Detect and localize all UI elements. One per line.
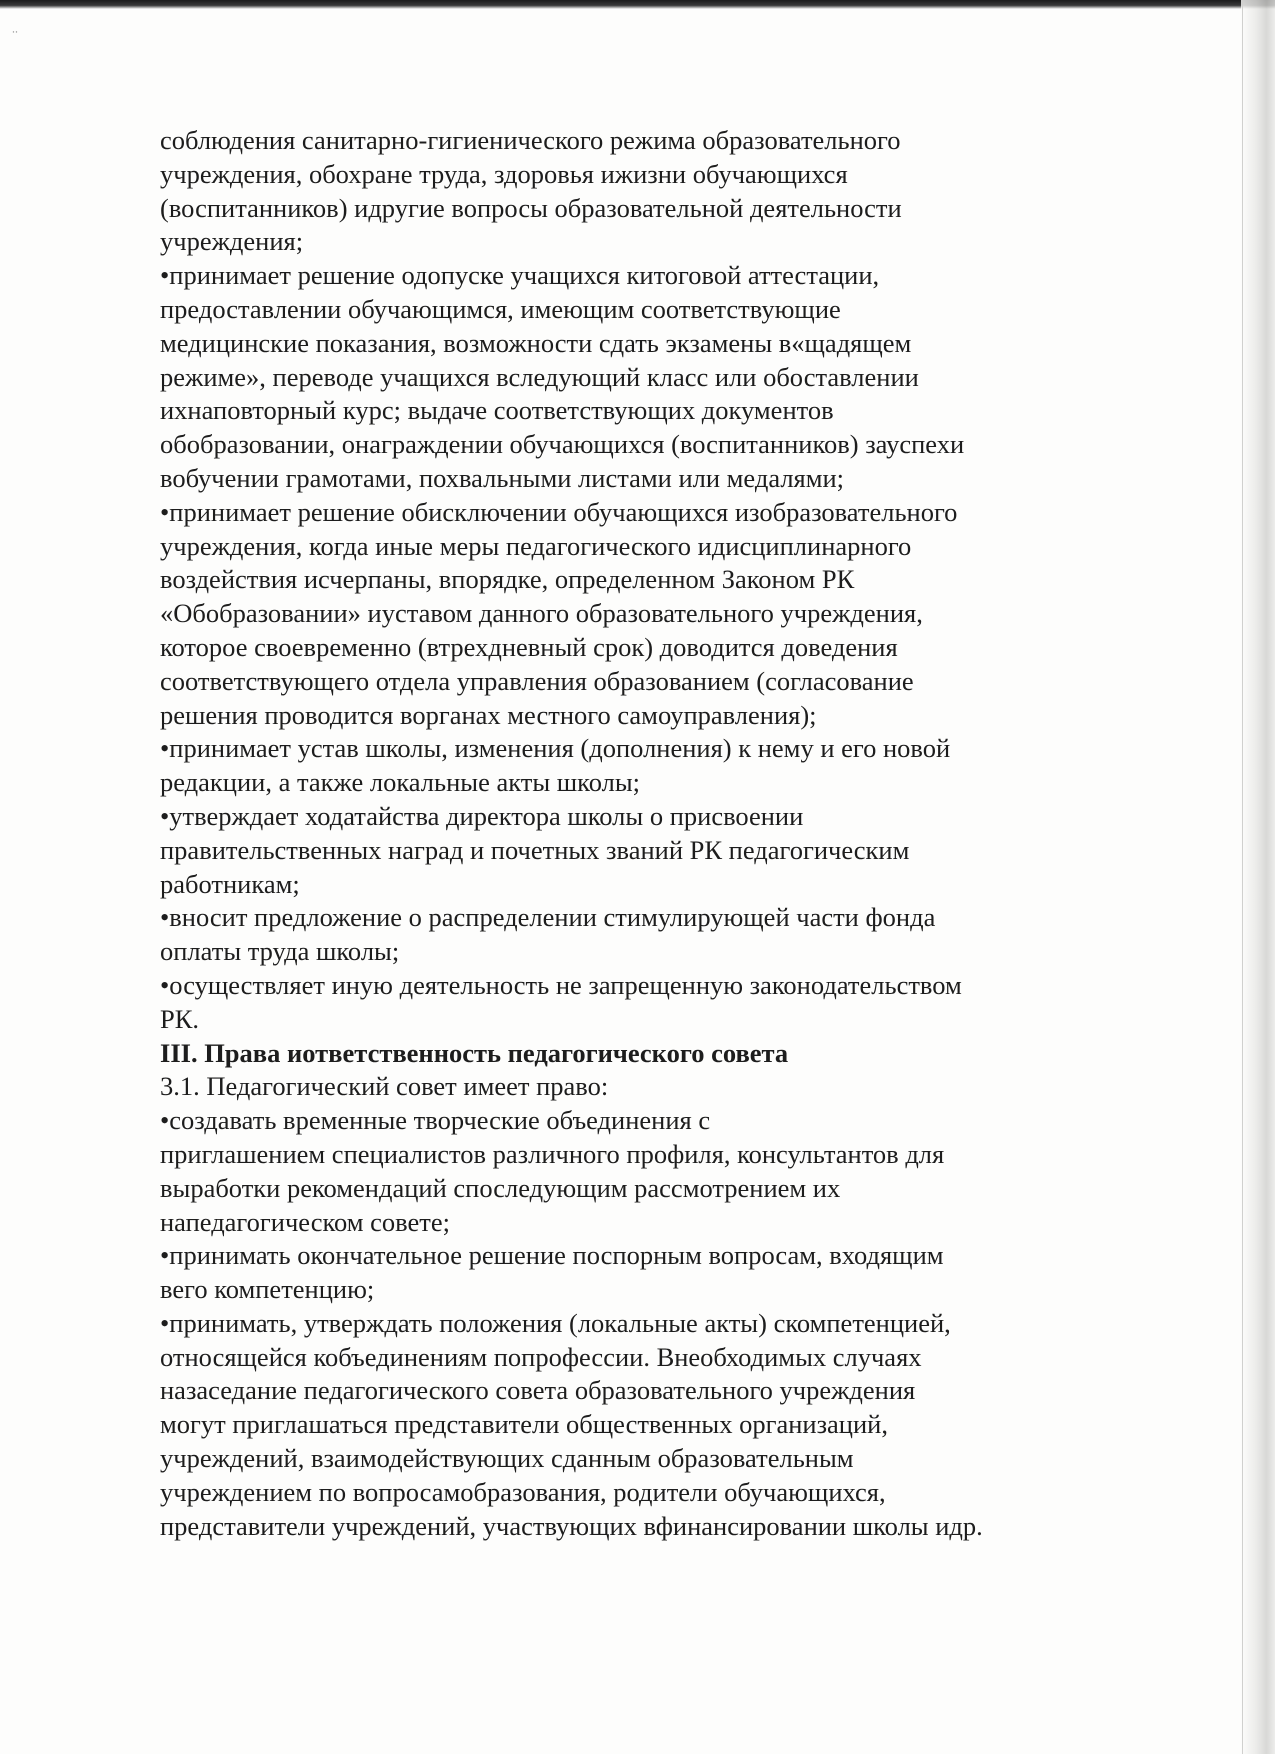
text-line: •осуществляет иную деятельность не запрещенную законодательством bbox=[160, 969, 962, 1000]
text-line: представители учреждений, участвующих вфинансировании школы идр. bbox=[160, 1510, 983, 1541]
text-line: режиме», переводе учащихся вследующий класс или обоставлении bbox=[160, 361, 919, 392]
text-line: которое своевременно (втрехдневный срок) доводится доведения bbox=[160, 631, 898, 662]
text-line: учреждения, когда иные меры педагогического идисциплинарного bbox=[160, 530, 912, 561]
text-line: оплаты труда школы; bbox=[160, 936, 400, 967]
text-line: РК. bbox=[160, 1003, 200, 1034]
text-line: относящейся кобъединениям попрофессии. Внеобходимых случаях bbox=[160, 1341, 922, 1372]
text-line: •принимает решение обисключении обучающихся изобразовательного bbox=[160, 496, 958, 527]
text-line: решения проводится ворганах местного самоуправления); bbox=[160, 699, 817, 730]
scan-speck-mark: ⸱⸱ bbox=[12, 27, 18, 39]
text-line: вобучении грамотами, похвальными листами или медалями; bbox=[160, 462, 845, 493]
text-line: напедагогическом совете; bbox=[160, 1206, 450, 1237]
text-line: •принимает устав школы, изменения (дополнения) к нему и его новой bbox=[160, 733, 951, 764]
text-line: 3.1. Педагогический совет имеет право: bbox=[160, 1071, 609, 1102]
text-line: учреждения; bbox=[160, 226, 304, 257]
text-line: ихнаповторный курс; выдаче соответствующих документов bbox=[160, 395, 834, 426]
text-line: приглашением специалистов различного профиля, консультантов для bbox=[160, 1138, 945, 1169]
text-line: учреждений, взаимодействующих сданным образовательным bbox=[160, 1443, 854, 1474]
text-line: выработки рекомендаций споследующим рассмотрением их bbox=[160, 1172, 841, 1203]
text-line: •принимать, утверждать положения (локальные акты) скомпетенцией, bbox=[160, 1307, 951, 1338]
text-line: •утверждает ходатайства директора школы о присвоении bbox=[160, 800, 804, 831]
text-line: «Обобразовании» иуставом данного образовательного учреждения, bbox=[160, 598, 923, 629]
text-line: могут приглашаться представители общественных организаций, bbox=[160, 1409, 888, 1440]
text-line: соответствующего отдела управления образованием (согласование bbox=[160, 665, 914, 696]
scan-right-edge bbox=[1241, 0, 1275, 1754]
text-line: учреждения, обохране труда, здоровья ижизни обучающихся bbox=[160, 158, 848, 189]
section-heading: III. Права иответственность педагогического совета bbox=[160, 1037, 789, 1068]
text-line: правительственных наград и почетных званий РК педагогическим bbox=[160, 834, 910, 865]
text-line: •принимает решение одопуске учащихся китоговой аттестации, bbox=[160, 260, 880, 291]
text-line: •принимать окончательное решение поспорным вопросам, входящим bbox=[160, 1240, 944, 1271]
text-line: предоставлении обучающимся, имеющим соответствующие bbox=[160, 293, 841, 324]
text-line: соблюдения санитарно-гигиенического режима образовательного bbox=[160, 125, 901, 155]
text-line: вего компетенцию; bbox=[160, 1274, 375, 1305]
text-line: (воспитанников) идругие вопросы образовательной деятельности bbox=[160, 192, 902, 223]
document-body bbox=[160, 124, 1120, 1543]
text-line: работникам; bbox=[160, 868, 300, 899]
text-line: учреждением по вопросамобразования, родители обучающихся, bbox=[160, 1476, 886, 1507]
text-line: •вносит предложение о распределении стимулирующей части фонда bbox=[160, 902, 936, 933]
text-line: медицинские показания, возможности сдать экзамены в«щадящем bbox=[160, 327, 912, 358]
text-line: редакции, а также локальные акты школы; bbox=[160, 767, 641, 798]
text-line: воздействия исчерпаны, впорядке, определенном Законом РК bbox=[160, 564, 855, 595]
text-line: назаседание педагогического совета образовательного учреждения bbox=[160, 1375, 916, 1406]
scan-top-edge bbox=[0, 0, 1275, 9]
scan-fold-line bbox=[1242, 0, 1243, 1754]
text-line: •создавать временные творческие объединения с bbox=[160, 1105, 711, 1136]
text-line: обобразовании, онаграждении обучающихся (воспитанников) зауспехи bbox=[160, 429, 965, 460]
